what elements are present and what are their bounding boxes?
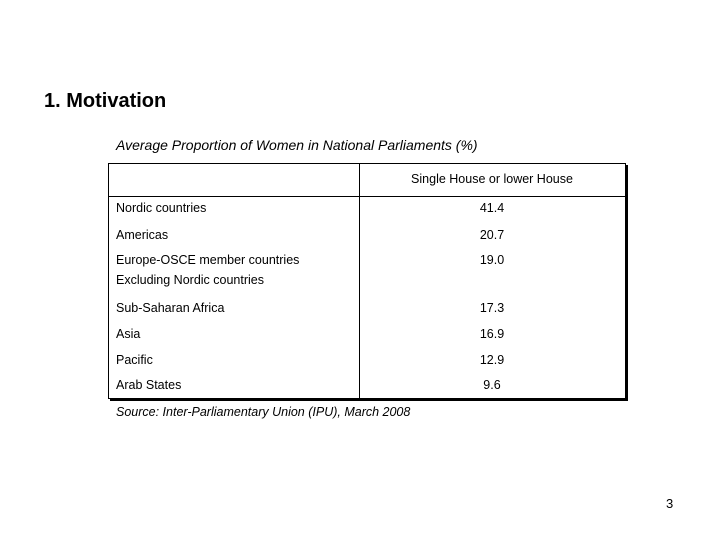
page-number: 3 — [666, 496, 674, 511]
value-cell: 9.6 — [483, 378, 501, 392]
region-cell-line2: Excluding Nordic countries — [116, 273, 264, 287]
region-cell: Sub-Saharan Africa — [116, 301, 225, 315]
region-cell: Arab States — [116, 378, 182, 392]
value-cell: 12.9 — [479, 353, 505, 367]
value-cell: 41.4 — [479, 201, 505, 215]
parliament-women-table — [108, 163, 626, 399]
region-cell: Asia — [116, 327, 141, 341]
value-cell: 16.9 — [479, 327, 505, 341]
table-title: Average Proportion of Women in National Parliaments (%) — [116, 137, 478, 153]
header-divider — [109, 196, 625, 197]
value-cell: 19.0 — [479, 253, 505, 267]
slide-heading: 1. Motivation — [44, 90, 167, 112]
value-cell: 17.3 — [479, 301, 505, 315]
value-cell: 20.7 — [479, 228, 505, 242]
source-note: Source: Inter-Parliamentary Union (IPU), March 2008 — [116, 405, 411, 419]
region-cell: Europe-OSCE member countries — [116, 253, 300, 267]
region-cell: Pacific — [116, 353, 153, 367]
region-cell: Americas — [116, 228, 169, 242]
column-header: Single House or lower House — [411, 172, 573, 186]
region-cell: Nordic countries — [116, 201, 207, 215]
